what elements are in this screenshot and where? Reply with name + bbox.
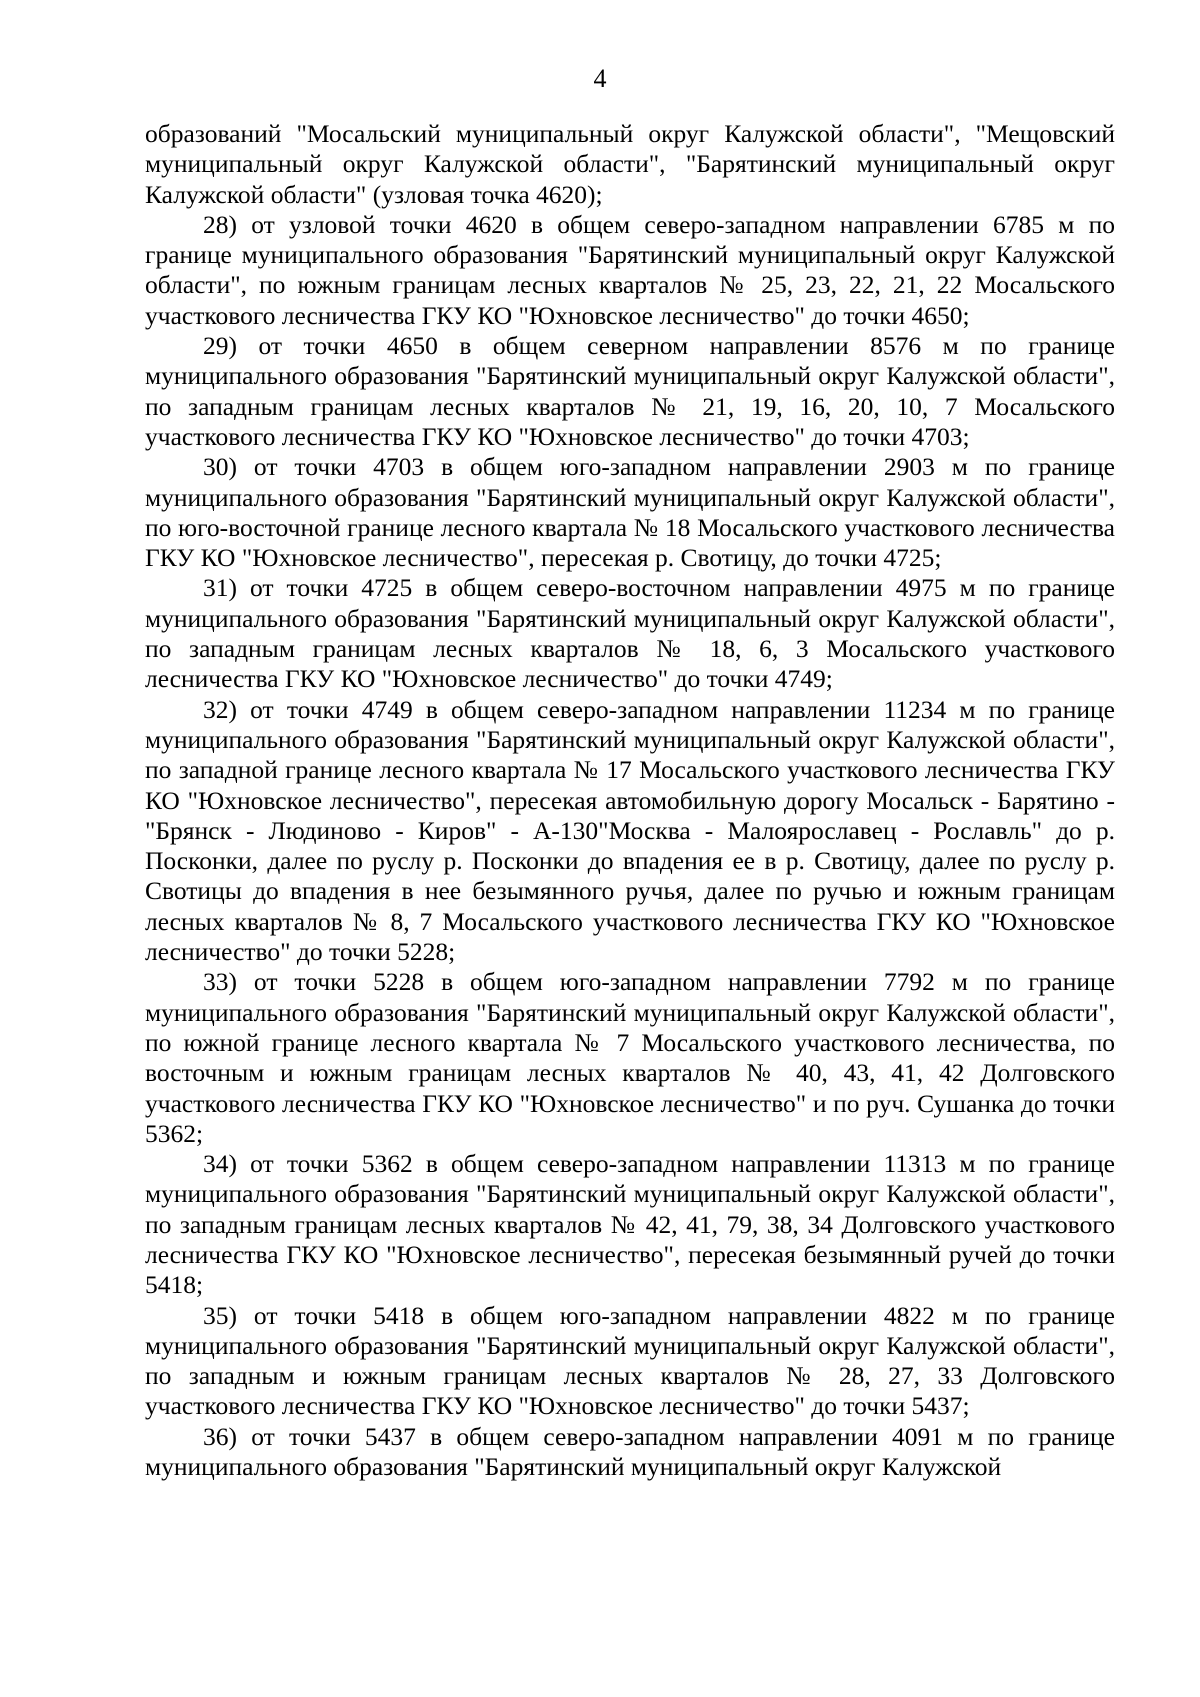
paragraph-item-33: 33) от точки 5228 в общем юго-западном направлении 7792 м по границе муниципального образования "Барятинский муниципальный округ Калужской области", по южной границе лесного квартала № 7 Мосальского участкового лесничества, по восточным и южным границам лесных кварталов № 40, 43, 41, 42 Долговского участкового лесничества ГКУ КО "Юхновское лесничество" и по руч. Сушанка до точки 5362; xyxy=(145,967,1115,1148)
paragraph-continuation: образований "Мосальский муниципальный округ Калужской области", "Мещовский муниципальный округ Калужской области", "Барятинский муниципальный округ Калужской области" (узловая точка 4620); xyxy=(145,119,1115,209)
paragraph-item-32: 32) от точки 4749 в общем северо-западном направлении 11234 м по границе муниципального образования "Барятинский муниципальный округ Калужской области", по западной границе лесного квартала № 17 Мосальского участкового лесничества ГКУ КО "Юхновское лесничество", пересекая автомобильную дорогу Мосальск - Барятино -"Брянск - Людиново - Киров" - А-130"Москва - Малоярославец - Рославль" до р. Посконки, далее по руслу р. Посконки до впадения ее в р. Свотицу, далее по руслу р. Свотицы до впадения в нее безымянного ручья, далее по ручью и южным границам лесных кварталов № 8, 7 Мосальского участкового лесничества ГКУ КО "Юхновское лесничество" до точки 5228; xyxy=(145,694,1115,967)
paragraph-item-36: 36) от точки 5437 в общем северо-западном направлении 4091 м по границе муниципального образования "Барятинский муниципальный округ Калужской xyxy=(145,1421,1115,1482)
paragraph-item-30: 30) от точки 4703 в общем юго-западном направлении 2903 м по границе муниципального образования "Барятинский муниципальный округ Калужской области", по юго-восточной границе лесного квартала № 18 Мосальского участкового лесничества ГКУ КО "Юхновское лесничество", пересекая р. Свотицу, до точки 4725; xyxy=(145,452,1115,573)
page-number: 4 xyxy=(593,64,607,93)
paragraph-item-28: 28) от узловой точки 4620 в общем северо-западном направлении 6785 м по границе муниципального образования "Барятинский муниципальный округ Калужской области", по южным границам лесных кварталов № 25, 23, 22, 21, 22 Мосальского участкового лесничества ГКУ КО "Юхновское лесничество" до точки 4650; xyxy=(145,209,1115,330)
paragraph-item-35: 35) от точки 5418 в общем юго-западном направлении 4822 м по границе муниципального образования "Барятинский муниципальный округ Калужской области", по западным и южным границам лесных кварталов № 28, 27, 33 Долговского участкового лесничества ГКУ КО "Юхновское лесничество" до точки 5437; xyxy=(145,1300,1115,1421)
document-body xyxy=(145,119,1115,1482)
paragraph-item-29: 29) от точки 4650 в общем северном направлении 8576 м по границе муниципального образования "Барятинский муниципальный округ Калужской области", по западным границам лесных кварталов № 21, 19, 16, 20, 10, 7 Мосальского участкового лесничества ГКУ КО "Юхновское лесничество" до точки 4703; xyxy=(145,331,1115,451)
paragraph-item-31: 31) от точки 4725 в общем северо-восточном направлении 4975 м по границе муниципального образования "Барятинский муниципальный округ Калужской области", по западным границам лесных кварталов № 18, 6, 3 Мосальского участкового лесничества ГКУ КО "Юхновское лесничество" до точки 4749; xyxy=(145,573,1115,694)
paragraph-item-34: 34) от точки 5362 в общем северо-западном направлении 11313 м по границе муниципального образования "Барятинский муниципальный округ Калужской области", по западным границам лесных кварталов № 42, 41, 79, 38, 34 Долговского участкового лесничества ГКУ КО "Юхновское лесничество", пересекая безымянный ручей до точки 5418; xyxy=(145,1149,1115,1300)
